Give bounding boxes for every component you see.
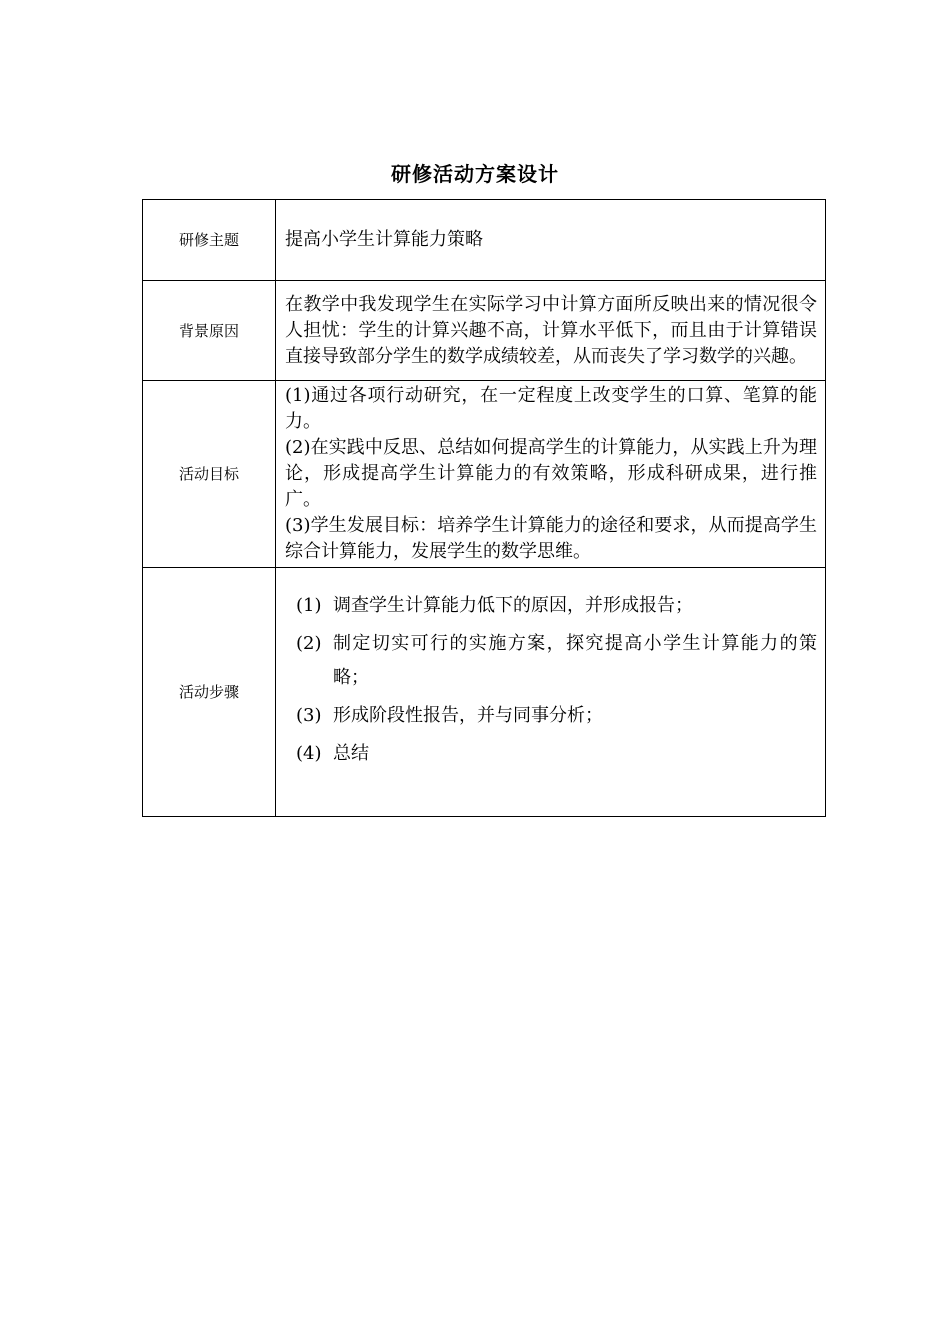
table-row-steps [143, 568, 826, 817]
list-item [285, 737, 817, 771]
goals-value [276, 381, 826, 568]
document-title: 研修活动方案设计 [391, 162, 559, 186]
goal-item-2: (2)在实践中反思、总结如何提高学生的计算能力，从实践上升为理论，形成提高学生计算能力的有效策略，形成科研成果，进行推广。 [285, 437, 817, 510]
list-item [285, 589, 817, 623]
table-row-background [143, 281, 826, 381]
list-item [285, 699, 817, 733]
steps-label: 活动步骤 [143, 568, 276, 817]
step-text: 形成阶段性报告，并与同事分析； [333, 705, 603, 726]
steps-value [276, 568, 826, 817]
step-number: (3) [296, 705, 322, 726]
topic-value: 提高小学生计算能力策略 [276, 200, 826, 281]
step-number: (2) [296, 633, 322, 654]
goal-item-1: (1)通过各项行动研究，在一定程度上改变学生的口算、笔算的能力。 [285, 385, 817, 432]
plan-table [142, 199, 826, 817]
table-row-goals [143, 381, 826, 568]
step-number: (4) [296, 743, 322, 764]
step-text: 制定切实可行的实施方案，探究提高小学生计算能力的策略； [333, 633, 817, 688]
background-label: 背景原因 [143, 281, 276, 381]
step-text: 调查学生计算能力低下的原因，并形成报告； [333, 595, 693, 616]
goals-label: 活动目标 [143, 381, 276, 568]
step-text: 总结 [333, 743, 369, 764]
step-number: (1) [296, 595, 322, 616]
table-row-topic [143, 200, 826, 281]
list-item [285, 627, 817, 695]
goal-item-3: (3)学生发展目标：培养学生计算能力的途径和要求，从而提高学生综合计算能力，发展学生的数学思维。 [285, 515, 817, 562]
background-value: 在教学中我发现学生在实际学习中计算方面所反映出来的情况很令人担忧：学生的计算兴趣不高，计算水平低下，而且由于计算错误直接导致部分学生的数学成绩较差，从而丧失了学习数学的兴趣。 [276, 281, 826, 381]
steps-list [285, 577, 817, 807]
topic-label: 研修主题 [143, 200, 276, 281]
